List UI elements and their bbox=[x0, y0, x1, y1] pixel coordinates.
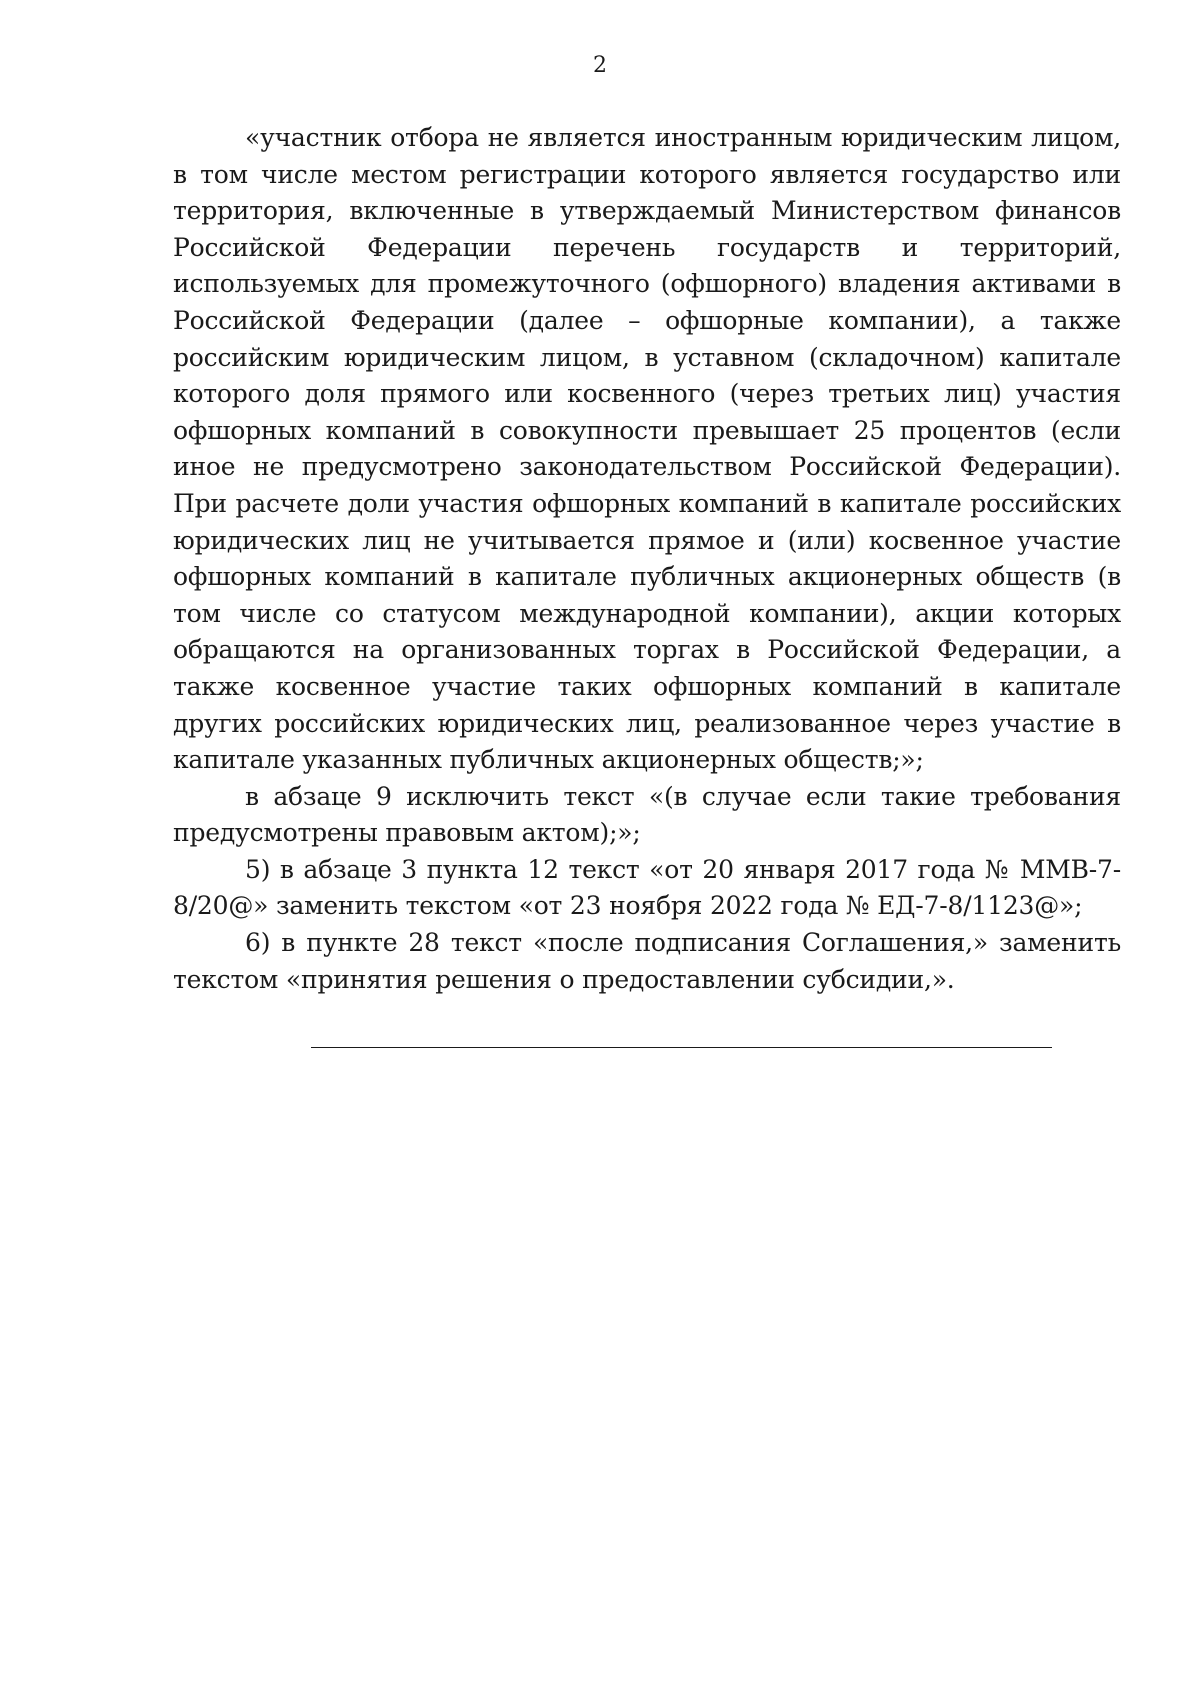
paragraph-abzac-9: в абзаце 9 исключить текст «(в случае если такие требования предусмотрены правовым актом);»; bbox=[173, 781, 1121, 848]
paragraph-offshore-requirement: «участник отбора не является иностранным юридическим лицом, в том числе местом регистрации которого является государство или территория, включенные в утверждаемый Министерством финансов Российской Федерации перечень государств и территорий, используемых для промежуточного (офшорного) владения активами в Российской Федерации (далее – офшорные компании), а также российским юридическим лицом, в уставном (складочном) капитале которого доля прямого или косвенного (через третьих лиц) участия офшорных компаний в совокупности превышает 25 процентов (если иное не предусмотрено законодательством Российской Федерации). При расчете доли участия офшорных компаний в капитале российских юридических лиц не учитывается прямое и (или) косвенное участие офшорных компаний в капитале публичных акционерных обществ (в том числе со статусом международной компании), акции которых обращаются на организованных торгах в Российской Федерации, а также косвенное участие таких офшорных компаний в капитале других российских юридических лиц, реализованное через участие в капитале указанных публичных акционерных обществ;»; bbox=[173, 123, 1121, 775]
page-number: 2 bbox=[593, 53, 607, 78]
closing-divider-line bbox=[311, 1047, 1052, 1048]
paragraph-item-5: 5) в абзаце 3 пункта 12 текст «от 20 января 2017 года № ММВ-7-8/20@» заменить текстом «от 23 ноября 2022 года № ЕД-7-8/1123@»; bbox=[173, 854, 1121, 921]
paragraph-item-6: 6) в пункте 28 текст «после подписания Соглашения,» заменить текстом «принятия решения о предоставлении субсидии,». bbox=[173, 928, 1121, 994]
document-body bbox=[173, 120, 1121, 998]
